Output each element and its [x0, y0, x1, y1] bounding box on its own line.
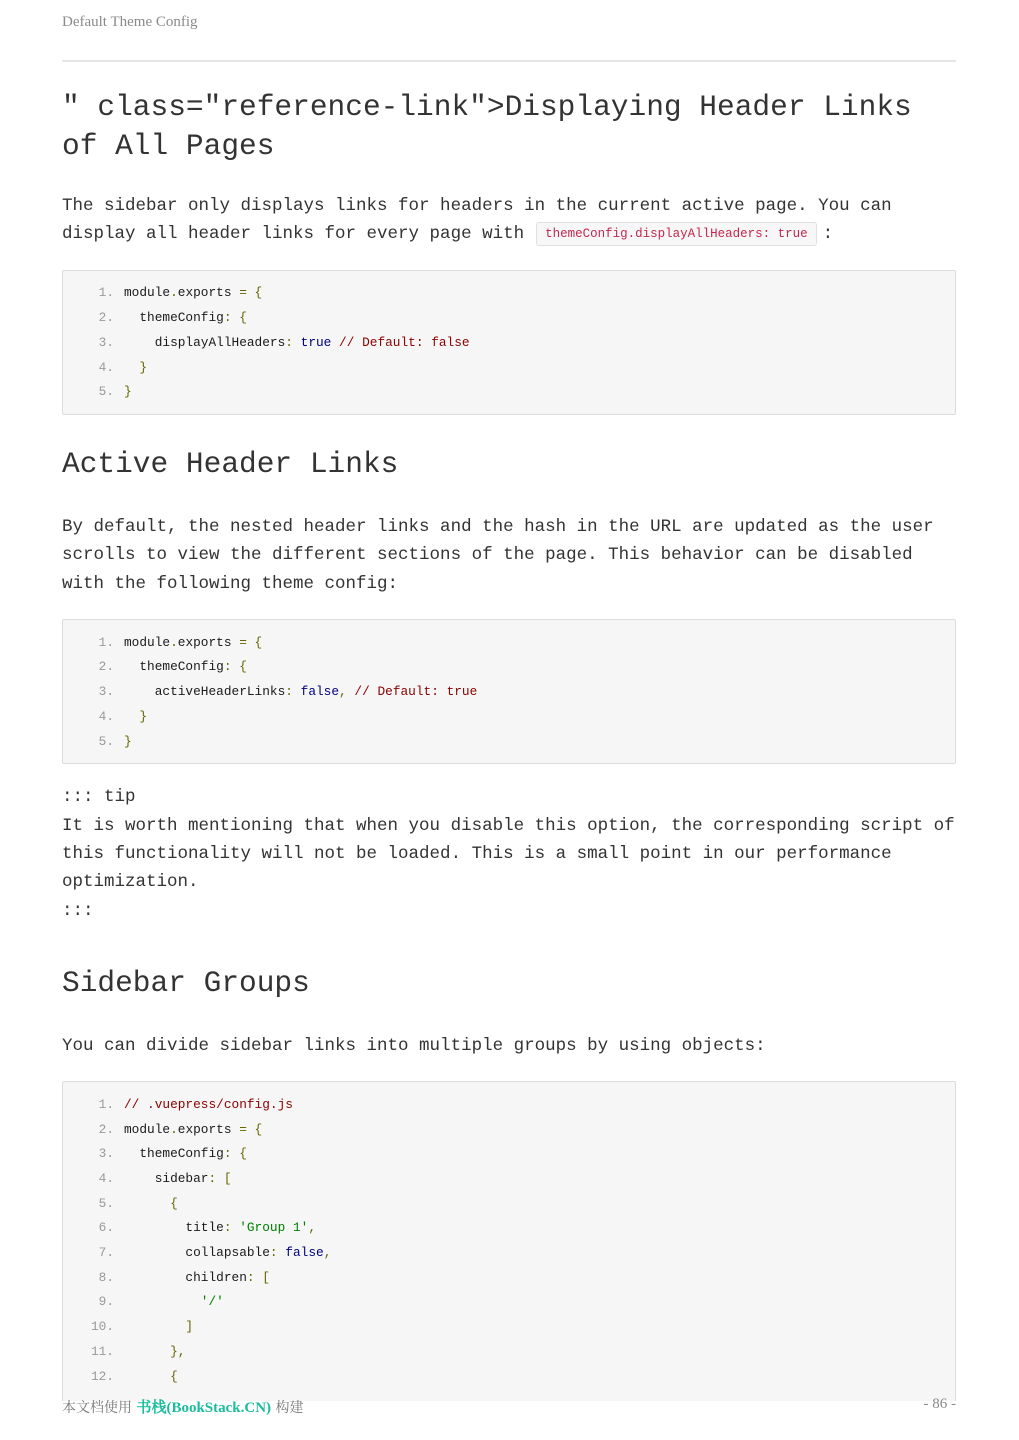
code-line: [63, 355, 955, 380]
code-text: [124, 684, 477, 699]
line-number: 1.: [98, 634, 114, 650]
line-number: 8.: [98, 1269, 114, 1285]
line-number: 4.: [98, 359, 114, 375]
line-number: 9.: [98, 1294, 114, 1310]
code-token: :: [285, 684, 301, 700]
code-text: [124, 734, 132, 749]
code-token: }: [124, 359, 148, 375]
code-token: // Default: true: [354, 684, 478, 700]
code-token: module: [124, 1121, 171, 1137]
code-token: {: [124, 1368, 178, 1384]
code-token: : {: [223, 310, 247, 326]
code-line: [63, 1142, 955, 1167]
code-token: .: [170, 634, 178, 650]
footer-credit: [62, 1396, 304, 1417]
code-text: [124, 1220, 316, 1235]
code-token: sidebar: [124, 1171, 209, 1187]
code-line: [63, 379, 955, 404]
code-text: [124, 1369, 178, 1384]
code-token: children: [124, 1269, 247, 1285]
code-text: [124, 335, 470, 350]
code-block-display-all-headers: [62, 270, 956, 415]
line-number: 4.: [98, 1171, 114, 1187]
code-token: themeConfig: [124, 659, 224, 675]
code-line: [63, 1092, 955, 1117]
code-token: :: [285, 334, 301, 350]
line-number: 3.: [98, 334, 114, 350]
code-line: [63, 305, 955, 330]
paragraph-active-header-links: By default, the nested header links and the hash in the URL are updated as the user scrolls to view the different sections of the page. This behavior can be disabled with the following theme config:: [62, 517, 934, 594]
code-token: :: [223, 1220, 240, 1236]
code-text: [124, 1122, 262, 1137]
footer-prefix: 本文档使用: [62, 1400, 137, 1416]
code-text: [124, 360, 147, 375]
code-token: {: [124, 1195, 178, 1211]
code-line: [63, 630, 955, 655]
code-text: [124, 1245, 331, 1260]
line-number: 3.: [98, 684, 114, 700]
code-line: [63, 1166, 955, 1191]
tip-block: [62, 783, 956, 924]
code-token: module: [124, 634, 171, 650]
code-line: [63, 1216, 955, 1241]
code-line: [63, 1339, 955, 1364]
code-token: : {: [223, 659, 247, 675]
line-number: 5.: [98, 384, 114, 400]
code-token: }: [124, 708, 148, 724]
line-number: 4.: [98, 708, 114, 724]
code-token: ,: [308, 1220, 317, 1236]
code-token: [331, 335, 339, 350]
code-token: ,: [323, 1245, 332, 1261]
code-line: [63, 1191, 955, 1216]
main-content: [62, 88, 956, 1401]
code-line: [63, 655, 955, 680]
paragraph-sidebar-groups: You can divide sidebar links into multiple groups by using objects:: [62, 1035, 766, 1056]
inline-code-display-all-headers: themeConfig.displayAllHeaders: true: [536, 222, 817, 246]
heading-active-header-links: Active Header Links: [62, 447, 399, 482]
footer-brand-link[interactable]: 书栈(BookStack.CN): [136, 1400, 272, 1416]
code-block-sidebar-groups: [62, 1081, 956, 1401]
line-number: 11.: [90, 1343, 114, 1359]
code-line: [63, 1117, 955, 1142]
code-line: [63, 1265, 955, 1290]
line-number: 5.: [98, 1195, 114, 1211]
paragraph-text: The sidebar only displays links for headers in the current active page. You can display all header links for every page with: [62, 196, 892, 245]
heading-display-all-headers: " class="reference-link">Displaying Header Links of All Pages: [62, 90, 912, 163]
footer-suffix: 构建: [271, 1400, 304, 1416]
code-token: themeConfig: [124, 310, 224, 326]
page-header-title: Default Theme Config: [62, 14, 198, 30]
code-token: exports: [177, 285, 240, 301]
code-token: .: [170, 285, 178, 301]
code-text: [124, 1196, 178, 1211]
code-token: = {: [239, 1121, 263, 1137]
code-text: [124, 1171, 232, 1186]
code-token: // .vuepress/config.js: [124, 1096, 293, 1112]
code-line: [63, 1240, 955, 1265]
code-text: [124, 1294, 224, 1309]
line-number: 12.: [90, 1368, 114, 1384]
code-token: true: [300, 334, 332, 350]
code-line: [63, 1290, 955, 1315]
code-line: [63, 704, 955, 729]
line-number: 2.: [98, 659, 114, 675]
code-token: ,: [339, 684, 347, 700]
tip-open-marker: ::: tip: [62, 787, 136, 808]
code-token: // Default: false: [339, 334, 470, 350]
code-token: .: [170, 1121, 178, 1137]
code-token: }: [124, 733, 132, 749]
tip-body: It is worth mentioning that when you disable this option, the corresponding script of this functionality will not be loaded. This is a small point in our performance optimization.: [62, 815, 955, 893]
page-number: - 86 -: [923, 1396, 956, 1412]
line-number: 1.: [98, 285, 114, 301]
code-line: [63, 729, 955, 754]
code-line: [63, 1314, 955, 1339]
code-line: [63, 281, 955, 306]
line-number: 3.: [98, 1146, 114, 1162]
tip-close-marker: :::: [62, 900, 94, 921]
code-token: = {: [239, 634, 263, 650]
code-text: [124, 285, 262, 300]
paragraph-tail: :: [822, 224, 834, 245]
line-number: 6.: [98, 1220, 114, 1236]
code-token: false: [285, 1245, 324, 1261]
code-token: : [: [246, 1269, 270, 1285]
code-token: },: [124, 1343, 186, 1359]
code-text: [124, 384, 132, 399]
code-text: [124, 310, 247, 325]
code-text: [124, 635, 262, 650]
line-number: 7.: [98, 1245, 114, 1261]
line-number: 2.: [98, 310, 114, 326]
code-line: [63, 679, 955, 704]
header-divider: [62, 60, 956, 62]
code-text: [124, 1097, 293, 1112]
code-text: [124, 1270, 270, 1285]
code-text: [124, 1344, 185, 1359]
code-token: themeConfig: [124, 1146, 224, 1162]
code-token: module: [124, 285, 171, 301]
code-token: title: [124, 1220, 224, 1236]
code-token: exports: [177, 1121, 240, 1137]
line-number: 5.: [98, 733, 114, 749]
code-token: : [: [208, 1171, 232, 1187]
code-token: = {: [239, 285, 263, 301]
code-line: [63, 1364, 955, 1389]
code-token: }: [124, 384, 132, 400]
code-token: displayAllHeaders: [124, 334, 286, 350]
paragraph-display-all-headers: [62, 192, 956, 249]
code-token: : {: [223, 1146, 247, 1162]
heading-sidebar-groups: Sidebar Groups: [62, 965, 310, 1000]
code-token: ]: [124, 1319, 194, 1335]
code-text: [124, 1319, 193, 1334]
line-number: 2.: [98, 1121, 114, 1137]
code-text: [124, 659, 247, 674]
code-token: collapsable: [124, 1245, 270, 1261]
code-line: [63, 330, 955, 355]
code-token: activeHeaderLinks: [124, 684, 286, 700]
code-token: false: [300, 684, 340, 700]
code-text: [124, 709, 147, 724]
code-token: 'Group 1': [239, 1220, 309, 1236]
code-token: exports: [177, 634, 240, 650]
code-token: '/': [124, 1294, 224, 1310]
line-number: 1.: [98, 1096, 114, 1112]
code-block-active-header-links: [62, 619, 956, 764]
code-token: :: [269, 1245, 286, 1261]
code-block-clip: [62, 1081, 956, 1401]
code-text: [124, 1146, 247, 1161]
line-number: 10.: [90, 1319, 114, 1335]
